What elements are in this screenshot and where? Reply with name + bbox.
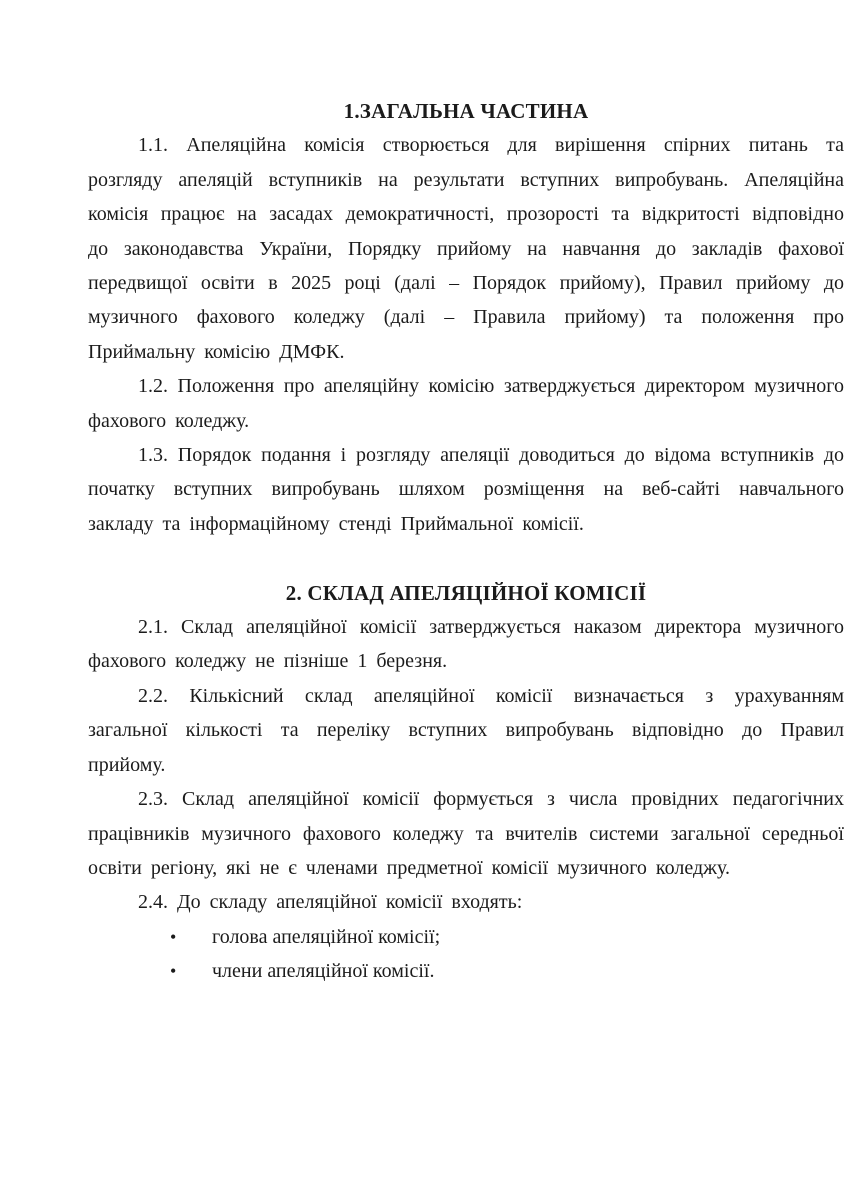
section-2-heading: 2. СКЛАД АПЕЛЯЦІЙНОЇ КОМІСІЇ xyxy=(285,580,647,605)
bullet-icon: • xyxy=(170,926,177,947)
paragraph-2-2: 2.2. Кількісний склад апеляційної комісії визначається з урахуванням загальної кількості та переліку вступних випробувань відповідно до Правил прийому. xyxy=(88,684,844,776)
list-item xyxy=(88,920,844,954)
bullet-icon: • xyxy=(170,961,177,982)
paragraph-1-1: 1.1. Апеляційна комісія створюється для вирішення спірних питань та розгляду апеляцій вступників на результати вступних випробувань. Апеляційна комісія працює на засадах демократичності, прозорості та відкритості відповідно до законодавства України, Порядку прийому на навчання до закладів фахової передвищої освіти в 2025 році (далі – Порядок прийому), Правил прийому до музичного фахового коледжу (далі – Правила прийому) та положення про Приймальну комісію ДМФК. xyxy=(88,134,844,363)
paragraph-2-4: 2.4. До складу апеляційної комісії входять: xyxy=(138,891,523,914)
list-item xyxy=(88,954,844,988)
appeal-commission-members-list xyxy=(88,920,844,989)
list-item-text: голова апеляційної комісії; xyxy=(212,925,441,948)
paragraph-1-2: 1.2. Положення про апеляційну комісію затверджується директором музичного фахового коледжу. xyxy=(88,375,844,432)
section-1-heading: 1.ЗАГАЛЬНА ЧАСТИНА xyxy=(343,99,589,123)
paragraph-2-3: 2.3. Склад апеляційної комісії формується з числа провідних педагогічних працівників музичного фахового коледжу та вчителів системи загальної середньої освіти регіону, які не є членами предметної комісії музичного коледжу. xyxy=(88,788,844,879)
list-item-text: члени апеляційної комісії. xyxy=(212,960,435,983)
paragraph-1-3: 1.3. Порядок подання і розгляду апеляції доводиться до відома вступників до початку вступних випробувань шляхом розміщення на веб-сайті навчального закладу та інформаційному стенді Приймальної комісії. xyxy=(88,444,844,535)
paragraph-2-1: 2.1. Склад апеляційної комісії затверджується наказом директора музичного фахового коледжу не пізніше 1 березня. xyxy=(88,616,844,673)
